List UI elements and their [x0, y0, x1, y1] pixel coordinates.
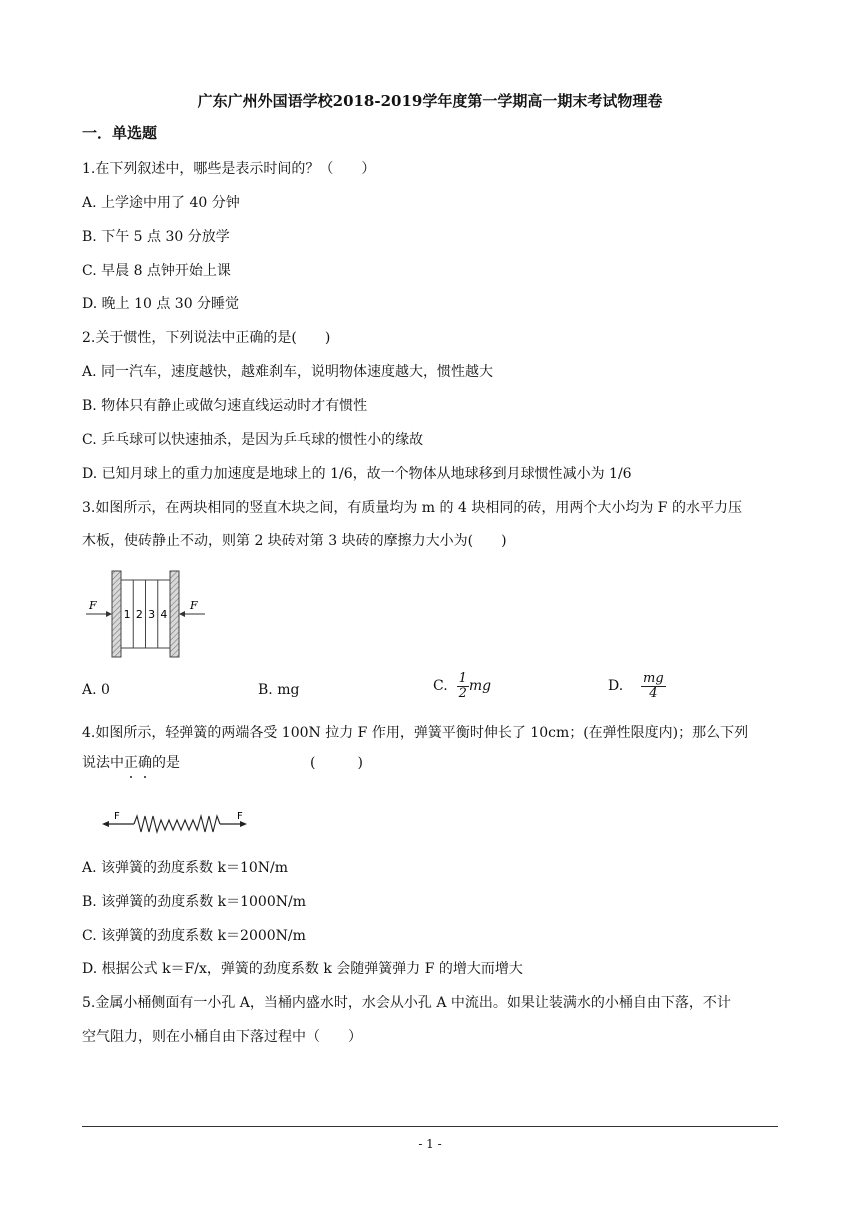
q3-option-b: B. mg [258, 682, 300, 698]
document-title: 广东广州外国语学校2018-2019学年度第一学期高一期末考试物理卷 [197, 92, 663, 110]
q3-option-d-fraction [641, 672, 666, 700]
q1-option-a: A. 上学途中用了 40 分钟 [82, 195, 240, 211]
q3-stem-line2: 木板，使砖静止不动，则第 2 块砖对第 3 块砖的摩擦力大小为( ) [82, 533, 507, 549]
q2-stem: 2.关于惯性，下列说法中正确的是( ) [82, 330, 331, 346]
brick-3-label: 3 [148, 608, 156, 621]
spring-figure [100, 808, 250, 838]
q3-option-c-fraction [457, 672, 469, 700]
q2-option-b: B. 物体只有静止或做匀速直线运动时才有惯性 [82, 398, 368, 414]
right-board [170, 571, 179, 657]
q3-option-d [608, 672, 666, 700]
page-number: - 1 - [418, 1137, 442, 1151]
q4-emphasis-char-2: 确 [138, 752, 152, 772]
q4-stem-line2 [82, 752, 180, 772]
q4-option-c: C. 该弹簧的劲度系数 k＝2000N/m [82, 928, 306, 944]
footer-divider [82, 1126, 778, 1127]
q3-option-d-numerator: mg [643, 671, 664, 686]
q3-option-c-denominator: 2 [458, 685, 467, 701]
q4-stem-text: 说法中 [82, 755, 124, 771]
q3-option-d-label: D. [608, 678, 624, 695]
q3-option-a: A. 0 [82, 682, 110, 698]
q1-option-d: D. 晚上 10 点 30 分睡觉 [82, 296, 240, 312]
q3-option-d-denominator: 4 [649, 685, 658, 701]
q3-option-c-numerator: 1 [458, 671, 467, 686]
q3-option-c-tail: mg [468, 678, 492, 695]
right-force-label: F [190, 599, 198, 612]
q3-stem-line1: 3.如图所示，在两块相同的竖直木块之间，有质量均为 m 的 4 块相同的砖，用两个大小均为 F 的水平力压 [82, 500, 742, 516]
q4-option-b: B. 该弹簧的劲度系数 k＝1000N/m [82, 894, 306, 910]
q5-stem-line1: 5.金属小桶侧面有一小孔 A，当桶内盛水时，水会从小孔 A 中流出。如果让装满水的小桶自由下落，不计 [82, 995, 731, 1011]
q3-option-c [433, 672, 491, 700]
q4-option-a: A. 该弹簧的劲度系数 k＝10N/m [82, 860, 289, 876]
q3-option-c-label: C. [433, 678, 448, 695]
q2-option-c: C. 乒乓球可以快速抽杀，是因为乒乓球的惯性小的缘故 [82, 432, 424, 448]
q2-option-d: D. 已知月球上的重力加速度是地球上的 1/6，故一个物体从地球移到月球惯性减小为 1/6 [82, 466, 632, 482]
spring-left-force-label: F [114, 811, 120, 822]
q4-stem-line1: 4.如图所示，轻弹簧的两端各受 100N 拉力 F 作用，弹簧平衡时伸长了 10cm；(在弹性限度内)；那么下列 [82, 725, 749, 741]
q4-stem-text-tail: 的是 [152, 755, 180, 771]
section-heading: 一．单选题 [82, 124, 158, 142]
spring-right-force-label: F [237, 811, 243, 822]
brick-1-label: 1 [123, 608, 131, 621]
q1-option-c: C. 早晨 8 点钟开始上课 [82, 263, 231, 279]
brick-figure [84, 568, 210, 660]
spring-coil [134, 816, 220, 832]
brick-4-label: 4 [160, 608, 168, 621]
q4-emphasis-char-1: 正 [124, 752, 138, 772]
q5-stem-line2: 空气阻力，则在小桶自由下落过程中（ ） [82, 1029, 362, 1045]
left-board [112, 571, 121, 657]
q4-option-d: D. 根据公式 k＝F/x，弹簧的劲度系数 k 会随弹簧弹力 F 的增大而增大 [82, 961, 523, 977]
brick-2-label: 2 [135, 608, 143, 621]
left-force-label: F [89, 599, 97, 612]
q1-stem: 1.在下列叙述中，哪些是表示时间的？（ ） [82, 161, 376, 177]
q2-option-a: A. 同一汽车，速度越快，越难刹车，说明物体速度越大，惯性越大 [82, 364, 494, 380]
q4-answer-paren: ( ) [310, 755, 363, 771]
q1-option-b: B. 下午 5 点 30 分放学 [82, 229, 230, 245]
